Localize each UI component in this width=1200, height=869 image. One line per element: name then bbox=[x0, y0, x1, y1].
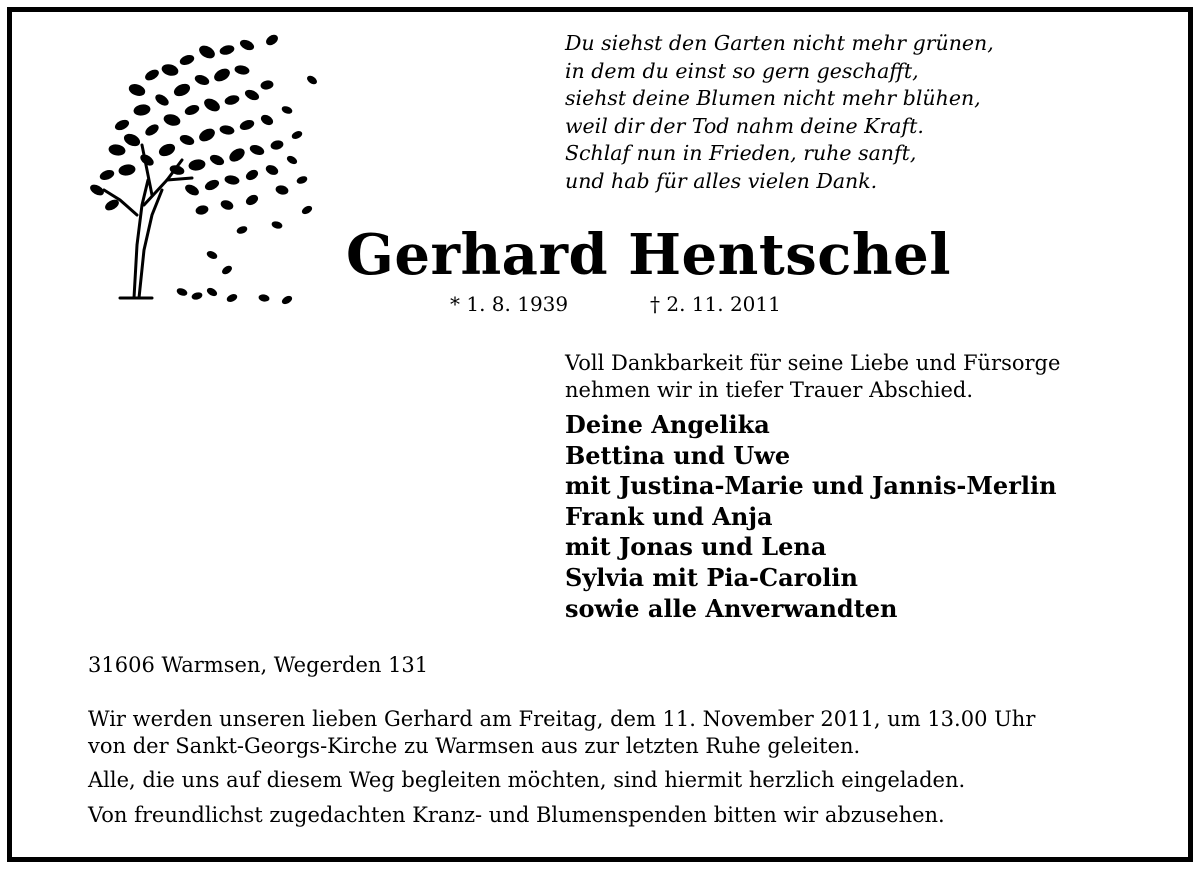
mourner-line: Frank und Anja bbox=[565, 501, 773, 531]
memorial-poem bbox=[565, 30, 994, 196]
mourners-list bbox=[565, 410, 1057, 624]
funeral-details-line: Wir werden unseren lieben Gerhard am Freitag, dem 11. November 2011, um 13.00 Uhr bbox=[88, 707, 1036, 731]
mourner-line: Sylvia mit Pia-Carolin bbox=[565, 562, 858, 592]
mourner-line: Bettina und Uwe bbox=[565, 440, 791, 470]
poem-line: in dem du einst so gern geschafft, bbox=[565, 58, 919, 83]
mourner-line: mit Justina-Marie und Jannis-Merlin bbox=[565, 471, 1057, 501]
poem-line: siehst deine Blumen nicht mehr blühen, bbox=[565, 86, 981, 111]
tree-with-falling-leaves-icon bbox=[82, 30, 327, 315]
poem-line: und hab für alles vielen Dank. bbox=[565, 168, 878, 193]
death-date: † 2. 11. 2011 bbox=[650, 292, 781, 316]
poem-line: Du siehst den Garten nicht mehr grünen, bbox=[565, 31, 994, 55]
deceased-name: Gerhard Hentschel bbox=[346, 222, 951, 288]
poem-line: weil dir der Tod nahm deine Kraft. bbox=[565, 113, 924, 138]
funeral-notice bbox=[88, 706, 1035, 828]
funeral-details-line: von der Sankt-Georgs-Kirche zu Warmsen aus zur letzten Ruhe geleiten. bbox=[88, 733, 861, 758]
mourner-line: Deine Angelika bbox=[565, 410, 770, 439]
thanks-text bbox=[565, 350, 1060, 404]
birth-date: * 1. 8. 1939 bbox=[450, 292, 569, 316]
thanks-line: Voll Dankbarkeit für seine Liebe und Fürsorge bbox=[565, 351, 1061, 375]
poem-line: Schlaf nun in Frieden, ruhe sanft, bbox=[565, 141, 917, 166]
mourner-line: sowie alle Anverwandten bbox=[565, 593, 898, 623]
mourner-line: mit Jonas und Lena bbox=[565, 532, 827, 562]
invitation-line: Alle, die uns auf diesem Weg begleiten möchten, sind hiermit herzlich eingeladen. bbox=[88, 768, 966, 792]
family-address: 31606 Warmsen, Wegerden 131 bbox=[88, 653, 429, 677]
thanks-line: nehmen wir in tiefer Trauer Abschied. bbox=[565, 378, 974, 402]
donations-line: Von freundlichst zugedachten Kranz- und Blumenspenden bitten wir abzusehen. bbox=[88, 802, 945, 827]
